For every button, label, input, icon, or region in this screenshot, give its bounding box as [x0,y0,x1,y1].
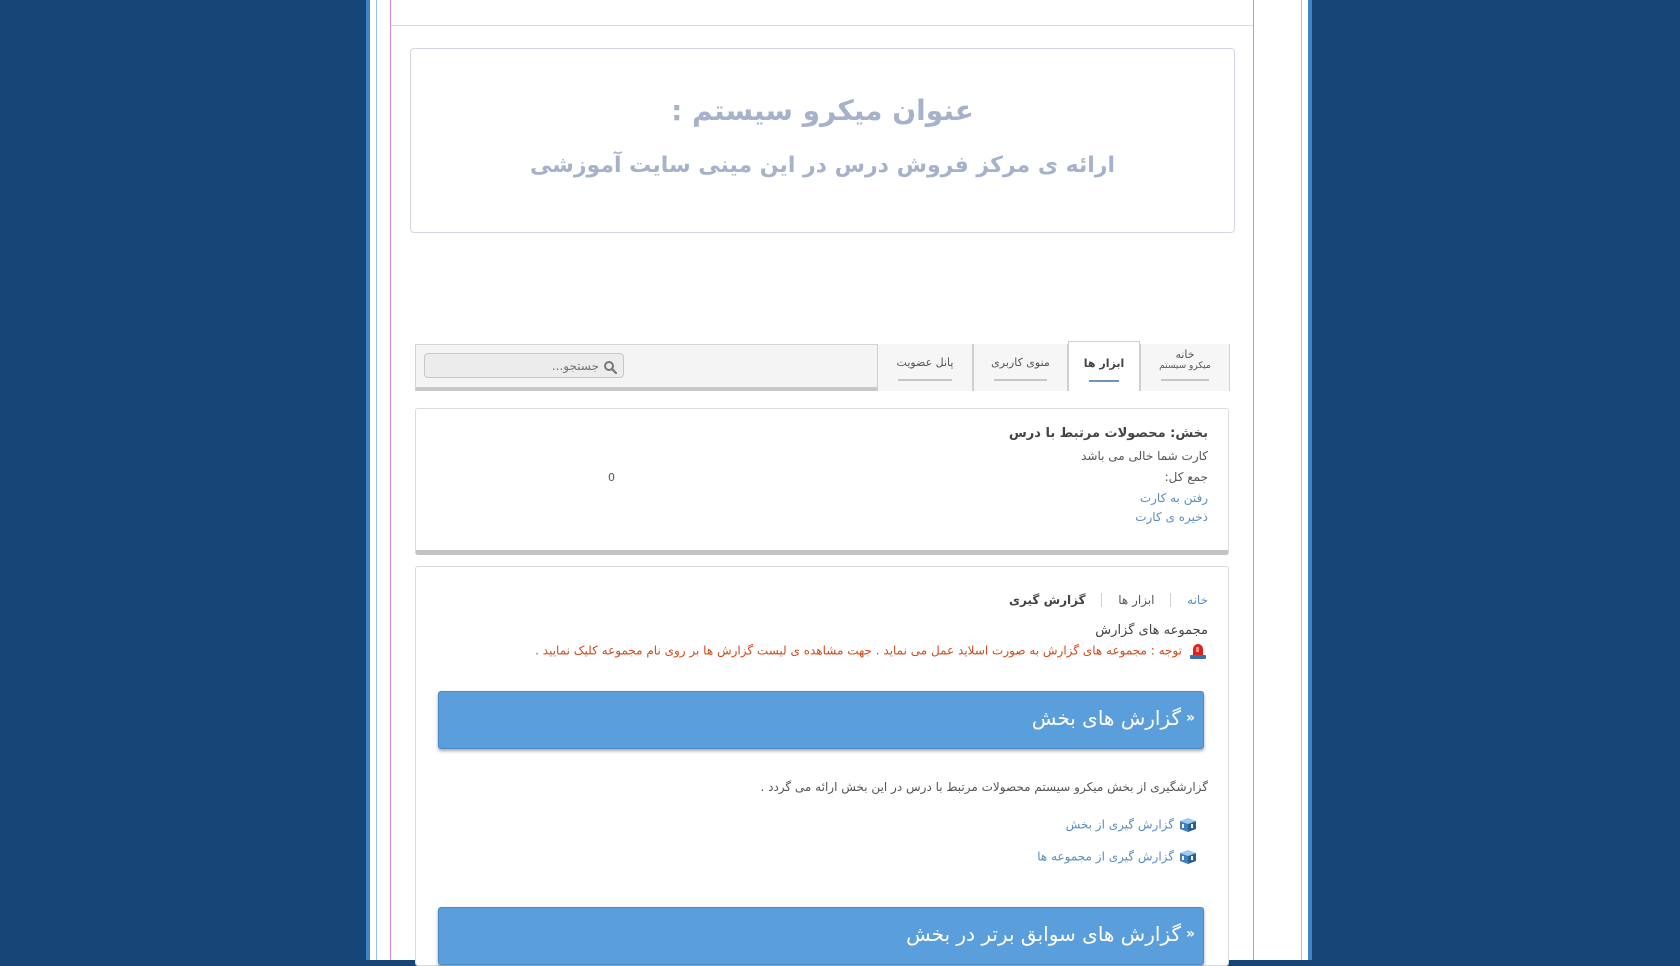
nav-member-panel-label: پانل عضویت [896,356,954,369]
nav-home-underline [1161,379,1209,381]
chevron-left-icon: « [1185,710,1195,726]
nav-home-sublabel: میکرو سیستم [1159,361,1211,371]
search-icon[interactable] [603,359,617,373]
section-reports-title: گزارش های بخش [1031,706,1181,730]
nav-home[interactable] [1140,344,1230,391]
notice [535,642,1208,660]
cart-total-value: 0 [608,471,615,484]
page-subtitle: ارائه ی مرکز فروش درس در این مینی سایت آموزشی [529,153,1116,178]
notice-text: توجه : مجموعه های گزارش به صورت اسلاید عمل می نماید . جهت مشاهده ی لیست گزارش ها بر روی نام مجموعه کلیک نمایید . [535,643,1182,658]
header-box [410,48,1235,233]
breadcrumb-current: گزارش گیری [1009,592,1086,607]
breadcrumb-home[interactable]: خانه [1187,592,1208,607]
nav-tools-label: ابزار ها [1083,357,1125,370]
search-input[interactable] [431,356,599,375]
section-description: گزارشگیری از بخش میکرو سیستم محصولات مرتبط با درس در این بخش ارائه می گردد . [760,780,1208,794]
go-to-cart-link[interactable]: رفتن به کارت [1139,491,1208,505]
report-collections-title: مجموعه های گزارش [1095,623,1208,638]
breadcrumb [1009,592,1208,607]
cart-title: بخش: محصولات مرتبط با درس [1008,426,1208,441]
page-title: عنوان میکرو سیستم : [671,94,974,127]
report-collections-link[interactable] [1037,849,1198,865]
search-box [424,353,624,378]
nav-member-panel-underline [898,379,952,381]
cart-total-label: جمع کل: [1164,470,1208,484]
alarm-icon [1188,642,1208,660]
cart-empty-text: کارت شما خالی می باشد [1081,449,1208,463]
cart-panel [415,408,1229,555]
section-top-records-bar[interactable] [438,907,1204,965]
column-edge-left [376,0,377,960]
nav-tools-underline [1089,380,1119,382]
chevron-left-icon: « [1185,926,1195,942]
breadcrumb-separator [1101,593,1102,607]
section-reports-bar[interactable] [438,691,1204,749]
column-edge-right [1301,0,1302,960]
save-cart-link[interactable]: ذخیره ی کارت [1135,510,1208,524]
top-divider [391,25,1253,26]
report-collections-label: گزارش گیری از مجموعه ها [1037,849,1174,864]
section-top-records-title: گزارش های سوابق برتر در بخش [906,922,1181,946]
report-section-label: گزارش گیری از بخش [1065,817,1174,832]
nav-user-menu[interactable] [973,344,1068,391]
report-section-link[interactable] [1066,817,1198,833]
nav-home-label: خانه [1175,348,1195,361]
report-cube-icon [1178,849,1198,865]
nav-tools[interactable] [1068,341,1140,391]
nav-user-menu-label: منوی کاربری [991,356,1050,369]
report-cube-icon [1178,817,1198,833]
breadcrumb-separator [1170,593,1171,607]
nav-member-panel[interactable] [877,344,973,391]
reports-panel [415,566,1229,966]
breadcrumb-tools[interactable]: ابزار ها [1118,592,1155,607]
nav-user-menu-underline [994,379,1047,381]
